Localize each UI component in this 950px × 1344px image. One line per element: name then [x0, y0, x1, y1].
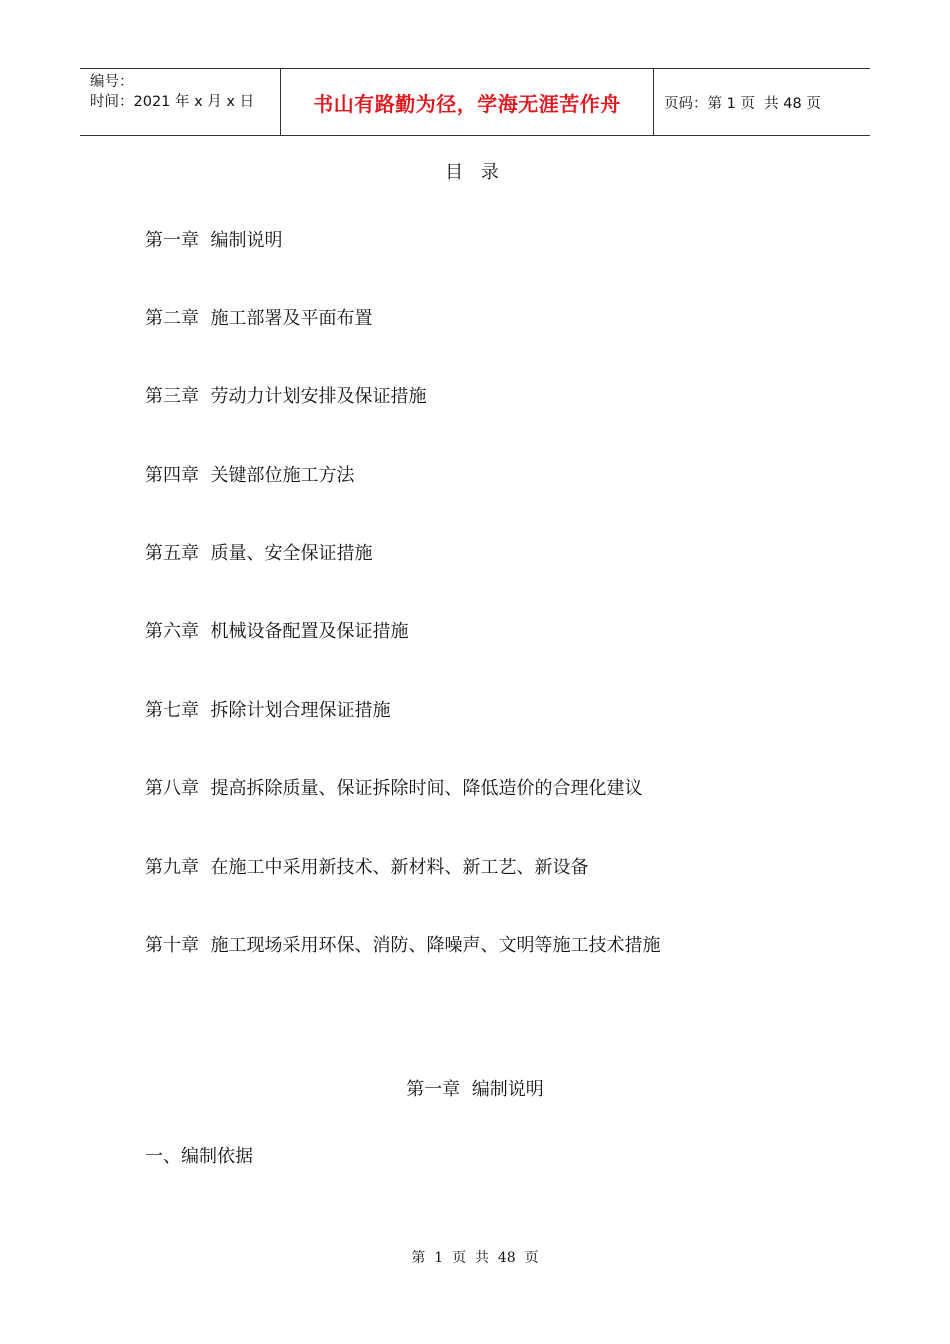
toc-item: 第四章 关键部位施工方法 — [145, 465, 355, 486]
toc-item: 第八章 提高拆除质量、保证拆除时间、降低造价的合理化建议 — [145, 778, 643, 799]
chapter-title: 第一章 编制说明 — [406, 1079, 544, 1100]
toc-item: 第三章 劳动力计划安排及保证措施 — [145, 386, 427, 407]
toc-item: 第六章 机械设备配置及保证措施 — [145, 621, 409, 642]
section-subheading: 一、编制依据 — [145, 1146, 253, 1167]
page-footer: 第 1 页 共 48 页 — [411, 1250, 539, 1266]
document-date-label: 时间：2021 年 x 月 x 日 — [90, 94, 255, 110]
header-page-info: 页码：第 1 页 共 48 页 — [664, 95, 821, 112]
page-header — [80, 68, 870, 136]
toc-item: 第五章 质量、安全保证措施 — [145, 543, 373, 564]
toc-item: 第七章 拆除计划合理保证措施 — [145, 700, 391, 721]
document-number-label: 编号： — [90, 74, 134, 90]
header-motto: 书山有路勤为径，学海无涯苦作舟 — [281, 69, 654, 135]
toc-item: 第一章 编制说明 — [145, 230, 283, 251]
toc-item: 第九章 在施工中采用新技术、新材料、新工艺、新设备 — [145, 857, 589, 878]
header-meta — [80, 69, 281, 135]
toc-item: 第十章 施工现场采用环保、消防、降噪声、文明等施工技术措施 — [145, 935, 661, 956]
toc-title: 目 录 — [445, 162, 505, 183]
toc-item: 第二章 施工部署及平面布置 — [145, 308, 373, 329]
